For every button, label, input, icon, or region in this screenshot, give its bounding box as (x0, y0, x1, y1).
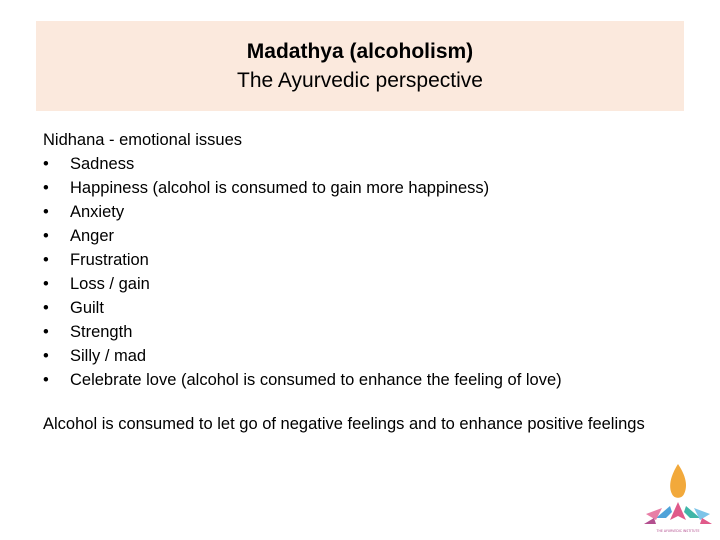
bullet-marker: • (43, 227, 49, 245)
bullet-marker: • (43, 371, 49, 389)
list-item (43, 320, 683, 344)
bullet-marker: • (43, 275, 49, 293)
list-item (43, 200, 683, 224)
list-item (43, 272, 683, 296)
list-item-text: Guilt (70, 299, 104, 317)
list-item (43, 224, 683, 248)
emotion-list (43, 152, 683, 392)
bullet-marker: • (43, 347, 49, 365)
list-item (43, 248, 683, 272)
bullet-marker: • (43, 203, 49, 221)
slide-body (43, 128, 683, 434)
summary-text: Alcohol is consumed to let go of negative feelings and to enhance positive feelings (43, 415, 645, 433)
logo-text: THE AYURVEDIC INSTITUTE (656, 529, 700, 533)
list-item-text: Sadness (70, 155, 135, 173)
bullet-marker: • (43, 251, 49, 269)
lotus-petal-icon (644, 518, 656, 524)
list-item-text: Anger (70, 227, 115, 245)
bullet-marker: • (43, 323, 49, 341)
bullet-marker: • (43, 179, 49, 197)
list-item-text: Loss / gain (70, 275, 150, 293)
list-item (43, 176, 683, 200)
list-item (43, 344, 683, 368)
list-item (43, 152, 683, 176)
lotus-flame-logo-icon (640, 462, 716, 536)
list-item-text: Silly / mad (70, 347, 147, 365)
slide-title: Madathya (alcoholism) (246, 40, 474, 63)
list-item-text: Frustration (70, 251, 149, 269)
list-item-text: Strength (70, 323, 133, 341)
flame-icon (670, 464, 686, 498)
bullet-marker: • (43, 299, 49, 317)
bullet-marker: • (43, 155, 49, 173)
list-item-text: Celebrate love (alcohol is consumed to enhance the feeling of love) (70, 371, 562, 389)
lotus-petal-icon (700, 518, 712, 524)
lotus-petal-icon (670, 502, 686, 520)
list-item-text: Anxiety (70, 203, 125, 221)
slide-subtitle: The Ayurvedic perspective (237, 69, 483, 92)
list-item (43, 296, 683, 320)
list-item (43, 368, 683, 392)
section-heading: Nidhana - emotional issues (43, 131, 243, 149)
list-item-text: Happiness (alcohol is consumed to gain more happiness) (70, 179, 490, 197)
title-banner (36, 21, 684, 111)
